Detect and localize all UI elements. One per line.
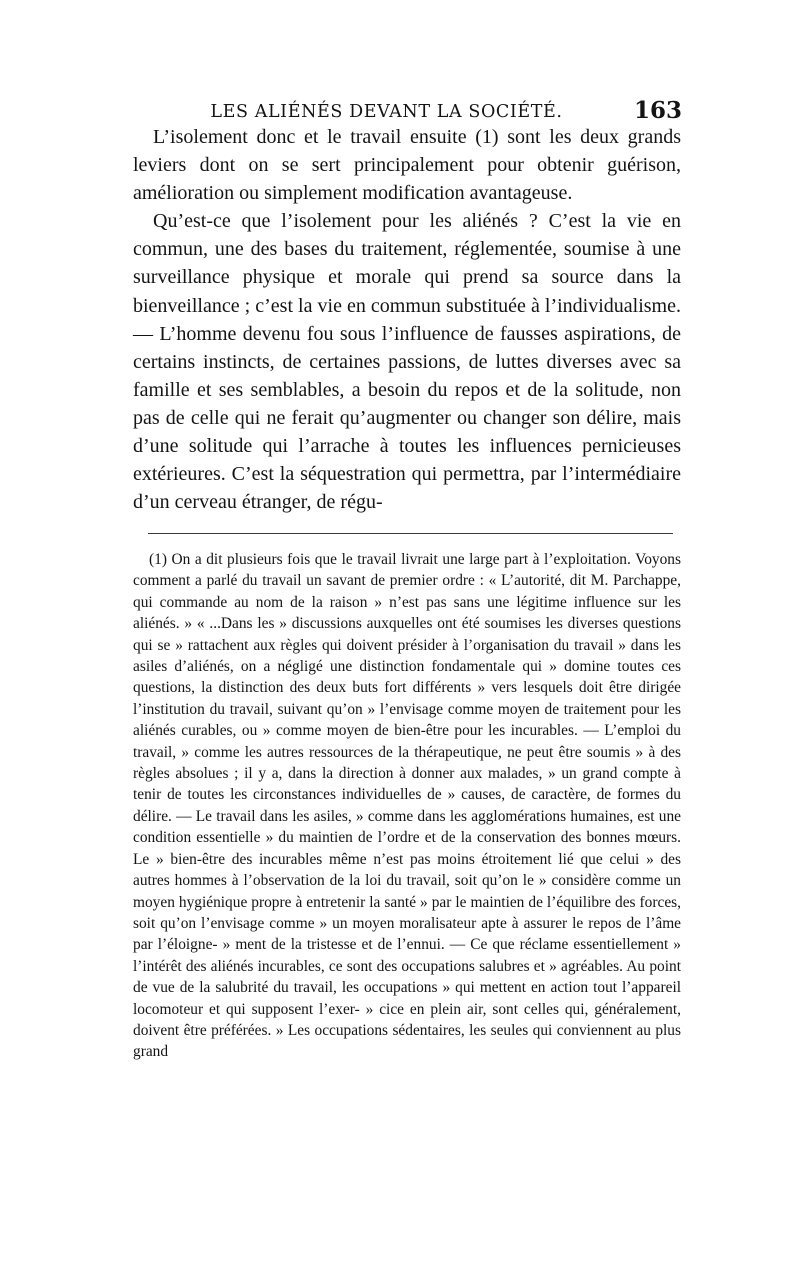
page-number: 163 [633, 97, 682, 124]
running-title: LES ALIÉNÉS DEVANT LA SOCIÉTÉ. [210, 102, 563, 122]
page-header [139, 90, 682, 122]
footnote-separator [148, 533, 673, 534]
paragraph-2: Qu’est-ce que l’isolement pour les aliénés ? C’est la vie en commun, une des bases du traitement, réglementée, soumise à une surveillance physique et morale qui prend sa source dans la bienveillance ; c’est la vie en commun substituée à l’individualisme. — L’homme devenu fou sous l’influence de fausses aspirations, de certains instincts, de certaines passions, de luttes diverses avec sa famille et ses semblables, a besoin du repos et de la solitude, non pas de celle qui ne ferait qu’augmenter ou changer son délire, mais d’une solitude qui l’arrache à toutes les influences pernicieuses extérieures. C’est la séquestration qui permettra, par l’intermédiaire d’un cerveau étranger, de régu- [133, 210, 681, 514]
paragraph-1: L’isolement donc et le travail ensuite (1) sont les deux grands leviers dont on se sert principalement pour obtenir guérison, amélioration ou simplement modification avantageuse. [133, 126, 681, 205]
footnote-text: (1) On a dit plusieurs fois que le travail livrait une large part à l’exploitation. Voyons comment a parlé du travail un savant de premier ordre : « L’autorité, dit M. Parchappe, qui commande au nom de la raison » n’est pas sans une légitime influence sur les aliénés. » « ...Dans les » discussions auxquelles ont été soumises les diverses questions qui se » rattachent aux règles qui doivent présider à l’organisation du travail » dans les asiles d’aliénés, on a négligé une distinction fondamentale qui » domine toutes ces questions, la distinction des deux buts fort différents » vers lesquels doit être dirigée l’institution du travail, suivant qu’on » l’envisage comme moyen de traitement pour les aliénés curables, ou » comme moyen de bien-être pour les incurables. — L’emploi du travail, » comme les autres ressources de la thérapeutique, ne peut être soumis » à des règles absolues ; il y a, dans la direction à donner aux malades, » un grand compte à tenir de toutes les circonstances individuelles de » causes, de caractère, de formes du délire. — Le travail dans les asiles, » comme dans les agglomérations humaines, est une condition essentielle » du maintien de l’ordre et de la conservation des bonnes mœurs. Le » bien-être des incurables même n’est pas moins étroitement lié que celui » des autres hommes à l’observation de la loi du travail, soit qu’on le » considère comme un moyen hygiénique propre à entretenir la santé » par le maintien de l’équilibre des forces, soit qu’on l’envisage comme » un moyen moralisateur apte à assurer le repos de l’âme par l’éloigne- » ment de la tristesse et de l’ennui. — Ce que réclame essentiellement » l’intérêt des aliénés incurables, ce sont des occupations salubres et » agréables. Au point de vue de la salubrité du travail, les occupations » qui mettent en action tout l’appareil locomoteur et qui supposent l’exer- » cice en plein air, sont celles qui, généralement, doivent être préférées. » Les occupations sédentaires, les seules qui conviennent au plus grand [133, 551, 681, 1061]
main-text [133, 123, 681, 516]
footnote [133, 549, 681, 1063]
